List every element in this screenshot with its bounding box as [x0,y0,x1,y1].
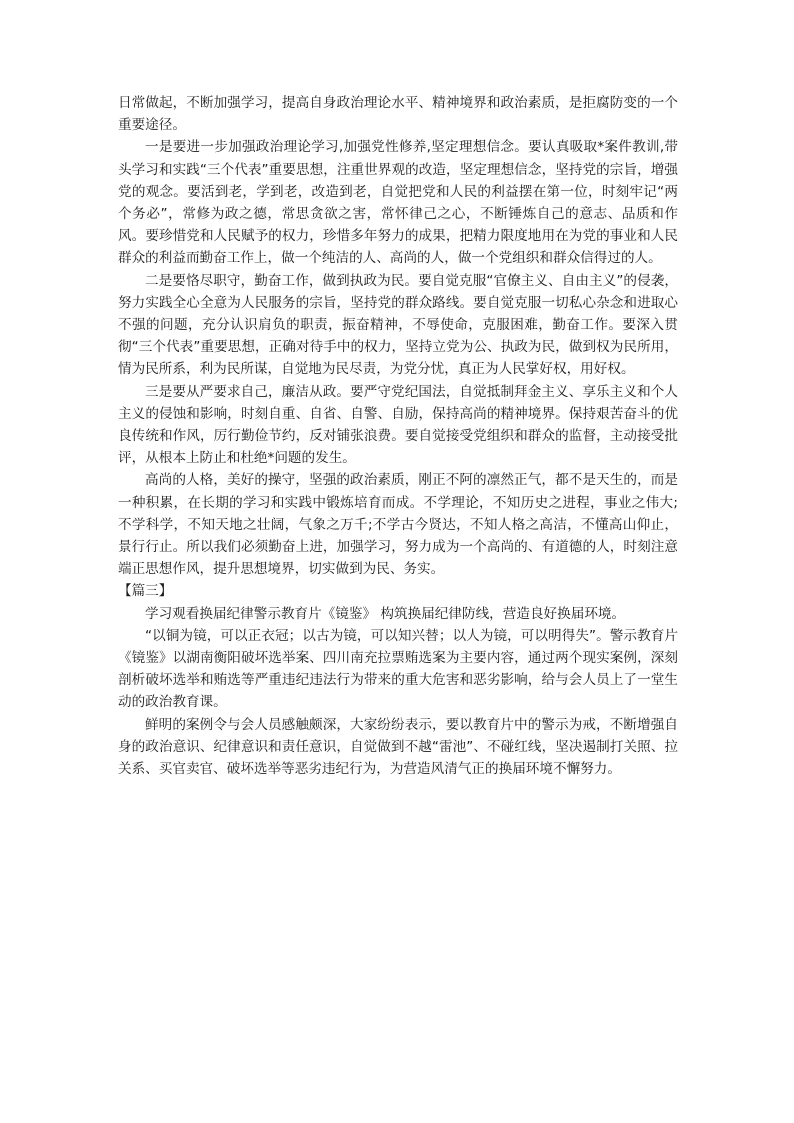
section-paragraph-reflection: 鲜明的案例令与会人员感触颇深，大家纷纷表示，要以教育片中的警示为戒，不断增强自身的政治意识、纪律意识和责任意识，自觉做到不越“雷池”、不碰红线，坚决遏制打关照、拉关系、买官卖官、破坏选举等恶劣违纪行为，为营造风清气正的换届环境不懈努力。 [118,716,678,778]
section-heading: 【篇三】 [118,583,173,600]
paragraph-point-one: 一是要进一步加强政治理论学习,加强党性修养,坚定理想信念。要认真吸取*案件教训,带头学习和实践“三个代表”重要思想，注重世界观的改造，坚定理想信念，坚持党的宗旨，增强党的观念。要活到老，学到老，改造到老，自觉把党和人民的利益摆在第一位，时刻牢记“两个务必”，常修为政之德，常思贪欲之害，常怀律己之心，不断锤炼自己的意志、品质和作风。要珍惜党和人民赋予的权力，珍惜多年努力的成果，把精力限度地用在为党的事业和人民群众的利益而勤奋工作上，做一个纯洁的人、高尚的人，做一个党组织和群众信得过的人。 [118,139,678,267]
paragraph-point-three: 三是要从严要求自己，廉洁从政。要严守党纪国法，自觉抵制拜金主义、享乐主义和个人主义的侵蚀和影响，时刻自重、自省、自警、自励，保持高尚的精神境界。保持艰苦奋斗的优良传统和作风，厉行勤俭节约，反对铺张浪费。要自觉接受党组织和群众的监督，主动接受批评，从根本上防止和杜绝*问题的发生。 [118,383,678,467]
document-page [118,92,678,780]
paragraph-conclusion: 高尚的人格，美好的操守，坚强的政治素质，刚正不阿的凛然正气，都不是天生的，而是一种积累，在长期的学习和实践中锻炼培育而成。不学理论，不知历史之进程，事业之伟大;不学科学，不知天地之壮阔，气象之万千;不学古今贤达，不知人格之高洁，不懂高山仰止，景行行止。所以我们必须勤奋上进，加强学习，努力成为一个高尚的、有道德的人，时刻注意端正思想作风，提升思想境界，切实做到为民、务实。 [118,472,678,578]
section-paragraph-intro: 学习观看换届纪律警示教育片《镜鉴》 构筑换届纪律防线，营造良好换届环境。 [145,605,626,622]
paragraph-continuation: 日常做起，不断加强学习，提高自身政治理论水平、精神境界和政治素质，是拒腐防变的一个重要途径。 [118,95,678,134]
paragraph-point-two: 二是要恪尽职守，勤奋工作，做到执政为民。要自觉克服“官僚主义、自由主义”的侵袭，努力实践全心全意为人民服务的宗旨，坚持党的群众路线。要自觉克服一切私心杂念和进取心不强的问题，充分认识肩负的职责，振奋精神，不辱使命，克服困难，勤奋工作。要深入贯彻“三个代表”重要思想，正确对待手中的权力，坚持立党为公、执政为民，做到权为民所用，情为民所系，利为民所谋，自觉地为民尽责，为党分忧，真正为人民掌好权，用好权。 [118,272,678,378]
section-paragraph-quote: “以铜为镜，可以正衣冠；以古为镜，可以知兴替；以人为镜，可以明得失”。警示教育片《镜鉴》以湖南衡阳破坏选举案、四川南充拉票贿选案为主要内容，通过两个现实案例，深刻剖析破坏选举和贿选等严重违纪违法行为带来的重大危害和恶劣影响，给与会人员上了一堂生动的政治教育课。 [118,627,678,711]
